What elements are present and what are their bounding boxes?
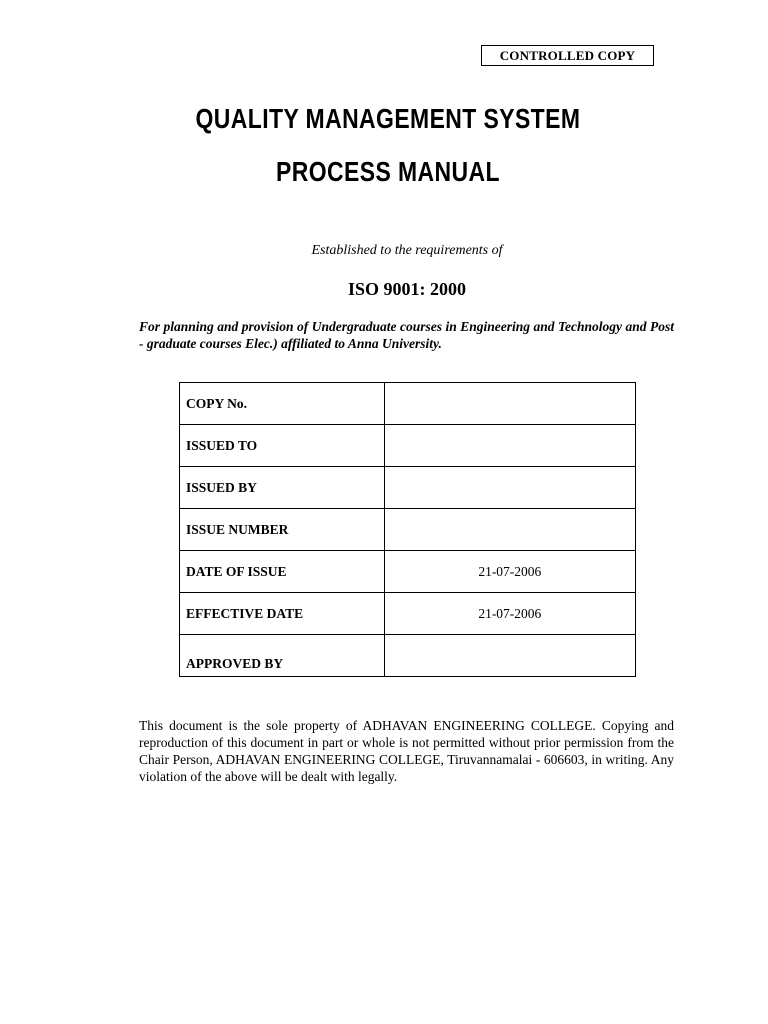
row-label-issued-by: ISSUED BY xyxy=(180,467,385,509)
table-row xyxy=(180,509,636,551)
row-label-effective-date: EFFECTIVE DATE xyxy=(180,593,385,635)
table-row xyxy=(180,383,636,425)
established-text: Established to the requirements of xyxy=(311,243,503,258)
table-row xyxy=(180,467,636,509)
row-label-copy-no: COPY No. xyxy=(180,383,385,425)
row-label-issue-number: ISSUE NUMBER xyxy=(180,509,385,551)
row-value-date-of-issue: 21-07-2006 xyxy=(384,551,635,593)
row-label-issued-to: ISSUED TO xyxy=(180,425,385,467)
row-value-issued-by xyxy=(384,467,635,509)
document-title-line1: QUALITY MANAGEMENT SYSTEM xyxy=(195,103,581,134)
row-value-effective-date: 21-07-2006 xyxy=(384,593,635,635)
controlled-copy-stamp: CONTROLLED COPY xyxy=(481,45,654,66)
document-title-line2: PROCESS MANUAL xyxy=(276,156,500,187)
row-value-copy-no xyxy=(384,383,635,425)
row-value-approved-by xyxy=(384,635,635,677)
ownership-notice: This document is the sole property of ADHAVAN ENGINEERING COLLEGE. Copying and reproduction of this document in part or whole is not permitted without prior permission from the Chair Person, ADHAVAN ENGINEERING COLLEGE, Tiruvannamalai - 606603, in writing. Any violation of the above will be dealt with legally. xyxy=(139,718,674,784)
scope-statement: For planning and provision of Undergraduate courses in Engineering and Technology and Post - graduate courses Elec.) affiliated to Anna University. xyxy=(139,319,674,351)
issue-details-table xyxy=(179,382,636,677)
row-value-issued-to xyxy=(384,425,635,467)
table-row xyxy=(180,635,636,677)
row-value-issue-number xyxy=(384,509,635,551)
row-label-approved-by: APPROVED BY xyxy=(180,635,385,677)
iso-standard: ISO 9001: 2000 xyxy=(347,279,466,299)
table-row xyxy=(180,551,636,593)
row-label-date-of-issue: DATE OF ISSUE xyxy=(180,551,385,593)
table-row xyxy=(180,593,636,635)
table-row xyxy=(180,425,636,467)
